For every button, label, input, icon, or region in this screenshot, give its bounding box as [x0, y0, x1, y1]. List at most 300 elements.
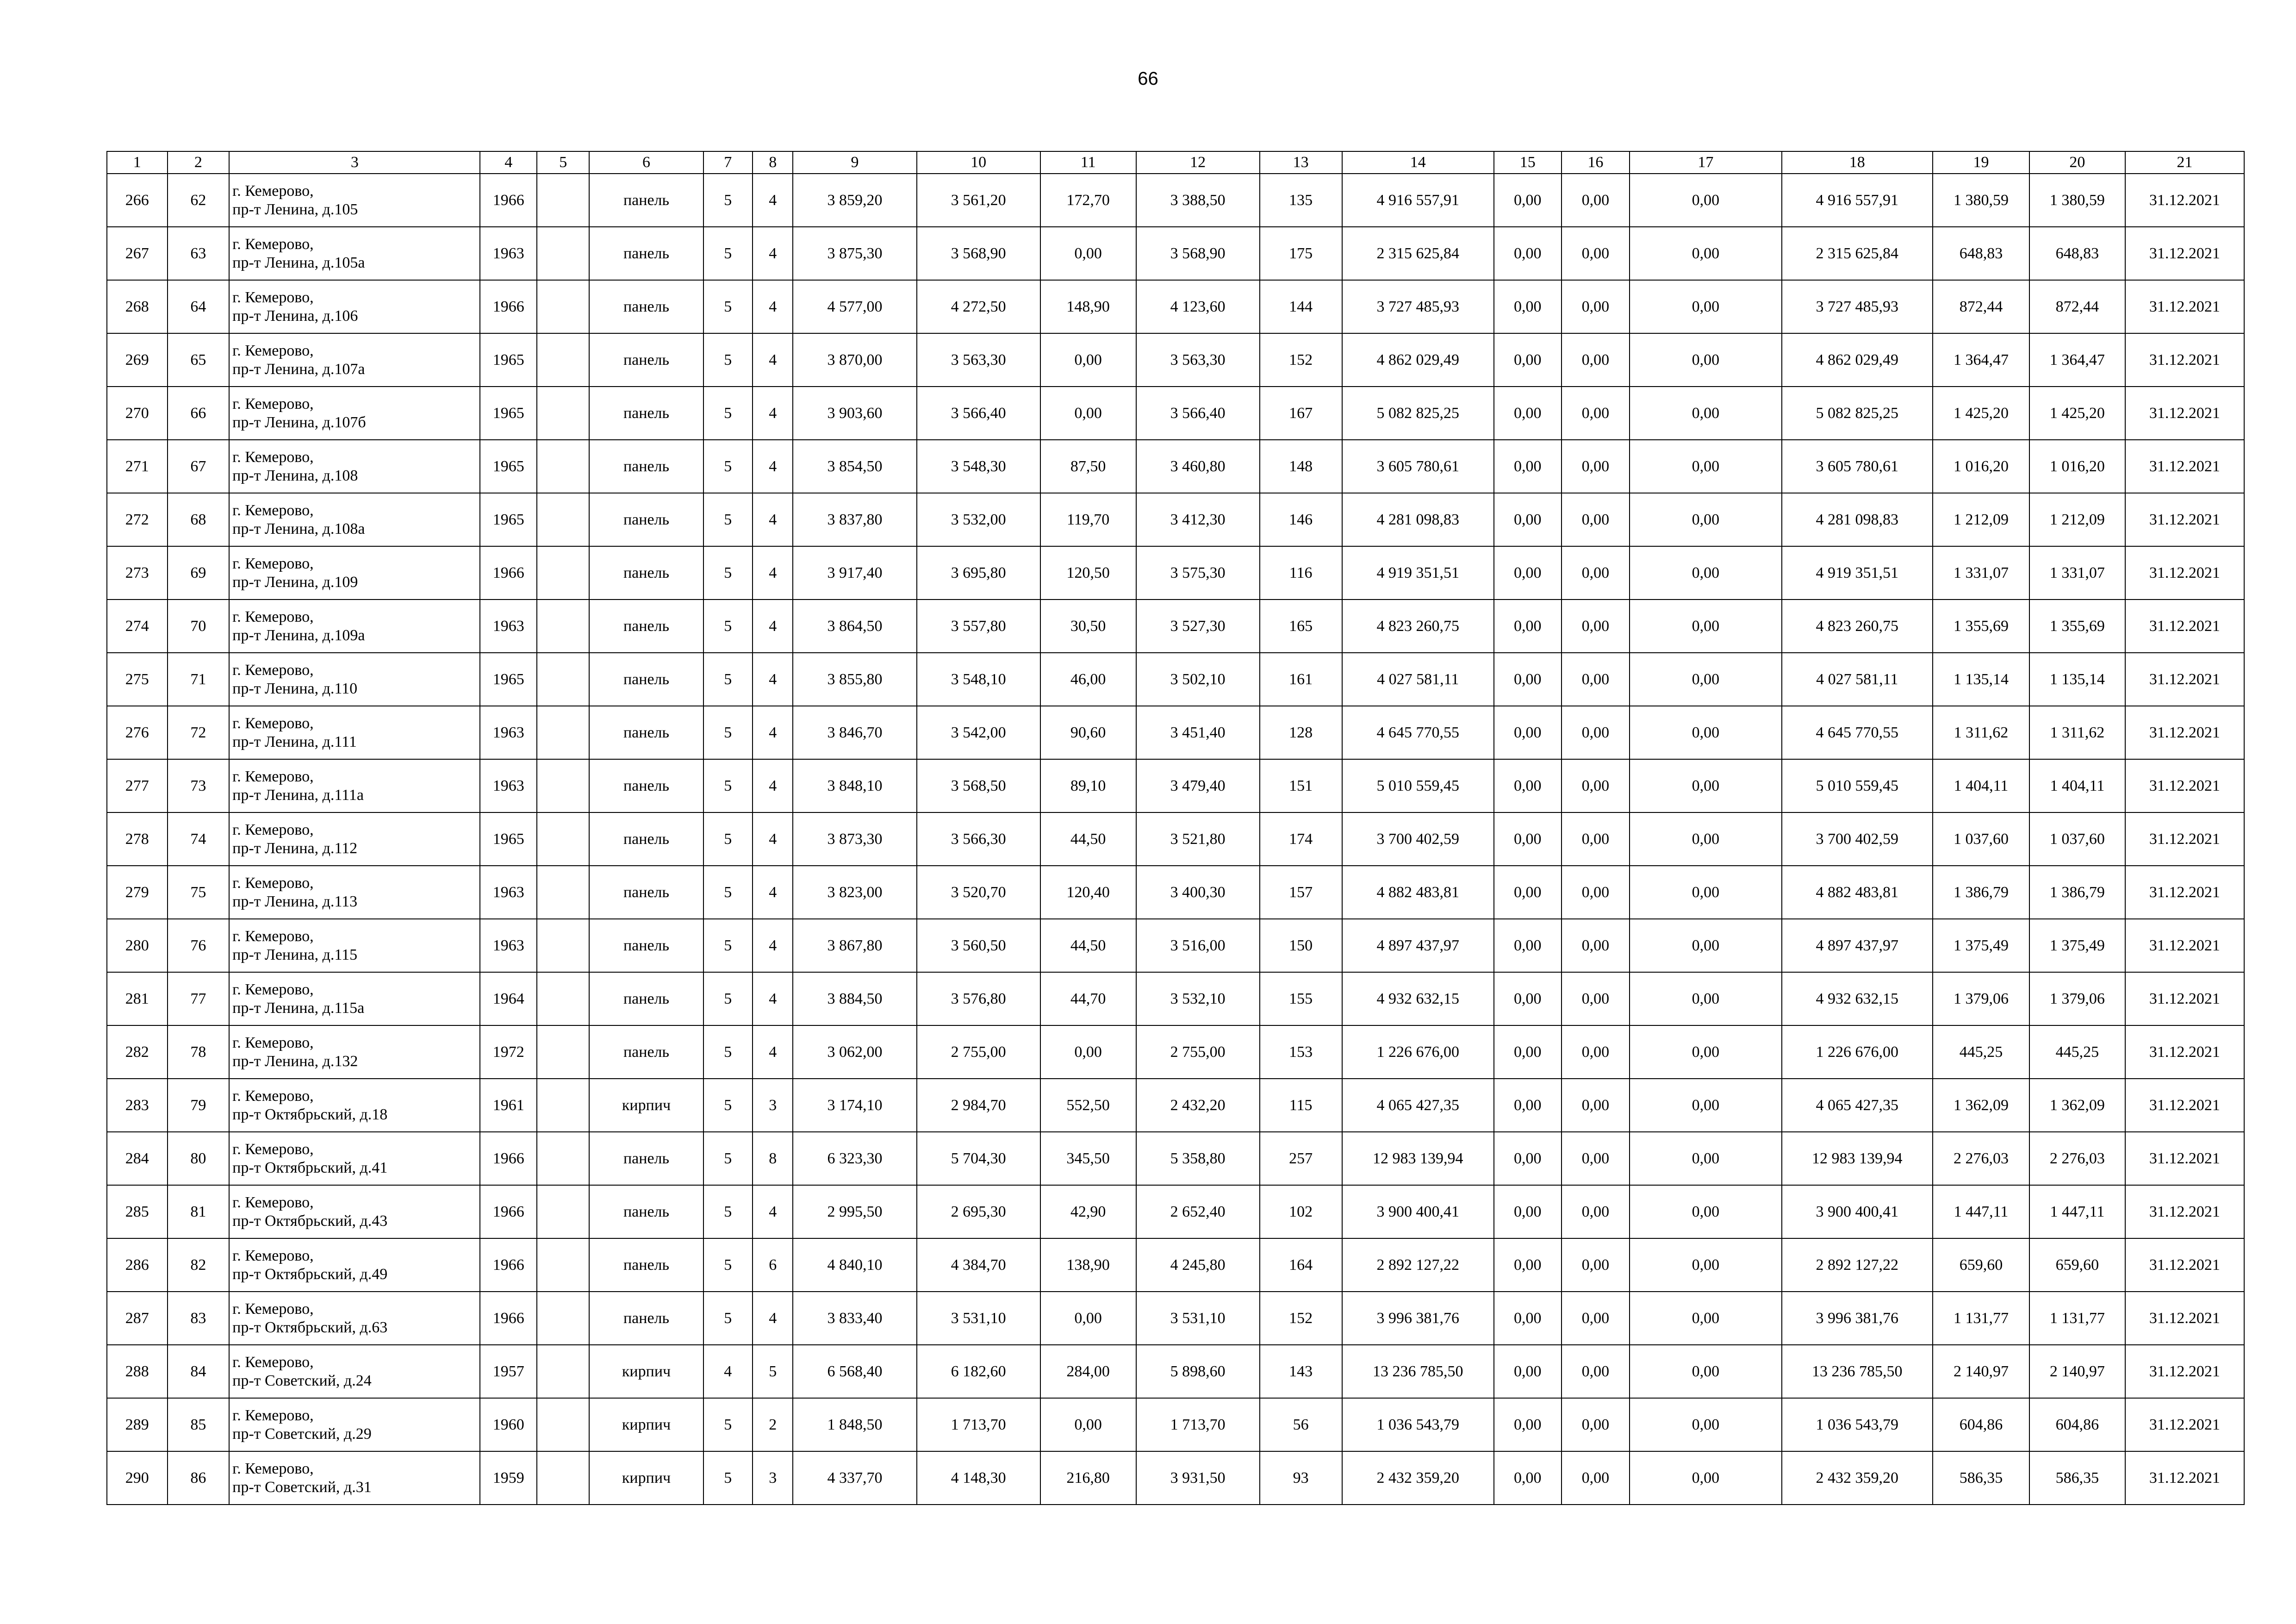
table-cell: 1966: [480, 1185, 537, 1238]
address-line: г. Кемерово,: [232, 821, 314, 838]
table-row: [107, 1238, 2244, 1292]
table-row: [107, 1345, 2244, 1398]
table-cell: 5: [703, 1025, 753, 1079]
table-cell: 0,00: [1494, 1185, 1562, 1238]
table-cell: 3 996 381,76: [1342, 1292, 1494, 1345]
table-cell: 31.12.2021: [2125, 812, 2244, 866]
table-cell: 119,70: [1040, 493, 1136, 546]
table-cell: 1 226 676,00: [1782, 1025, 1933, 1079]
table-cell: 1 364,47: [2029, 333, 2125, 387]
table-cell: 3 870,00: [793, 333, 916, 387]
table-cell: 4: [753, 546, 793, 600]
address-cell: [229, 227, 480, 280]
table-cell: [537, 866, 589, 919]
table-cell: 4 272,50: [917, 280, 1040, 333]
table-cell: 4 065 427,35: [1342, 1079, 1494, 1132]
table-cell: 1 135,14: [2029, 653, 2125, 706]
column-header: 14: [1342, 151, 1494, 174]
address-line: г. Кемерово,: [232, 1247, 314, 1264]
address-cell: [229, 1079, 480, 1132]
table-cell: 0,00: [1630, 546, 1781, 600]
table-cell: 0,00: [1630, 1185, 1781, 1238]
table-cell: 5: [703, 546, 753, 600]
table-cell: 161: [1260, 653, 1342, 706]
table-cell: 3 557,80: [917, 600, 1040, 653]
table-cell: 3 900 400,41: [1342, 1185, 1494, 1238]
table-cell: 2 892 127,22: [1782, 1238, 1933, 1292]
table-cell: 268: [107, 280, 168, 333]
table-cell: 287: [107, 1292, 168, 1345]
address-cell: [229, 333, 480, 387]
table-cell: 0,00: [1562, 333, 1630, 387]
address-line: пр-т Октябрьский, д.63: [232, 1318, 388, 1336]
table-cell: 0,00: [1494, 1398, 1562, 1451]
table-cell: 5: [703, 1185, 753, 1238]
column-header: 21: [2125, 151, 2244, 174]
housing-register-table: [106, 151, 2245, 1505]
table-cell: 648,83: [1933, 227, 2029, 280]
table-cell: 4 919 351,51: [1342, 546, 1494, 600]
address-line: пр-т Октябрьский, д.41: [232, 1159, 388, 1176]
table-cell: 31.12.2021: [2125, 1345, 2244, 1398]
table-cell: 1 386,79: [1933, 866, 2029, 919]
address-cell: [229, 706, 480, 759]
table-cell: 12 983 139,94: [1782, 1132, 1933, 1185]
table-cell: 31.12.2021: [2125, 600, 2244, 653]
address-line: г. Кемерово,: [232, 448, 314, 466]
table-cell: [537, 227, 589, 280]
table-cell: 87,50: [1040, 440, 1136, 493]
table-cell: 3 388,50: [1136, 174, 1260, 227]
address-cell: [229, 866, 480, 919]
column-header: 20: [2029, 151, 2125, 174]
table-cell: 65: [168, 333, 230, 387]
address-line: пр-т Октябрьский, д.49: [232, 1265, 388, 1283]
address-line: г. Кемерово,: [232, 395, 314, 412]
table-cell: панель: [589, 866, 703, 919]
table-cell: 75: [168, 866, 230, 919]
table-cell: 0,00: [1562, 546, 1630, 600]
table-cell: 3 864,50: [793, 600, 916, 653]
table-cell: 2 315 625,84: [1782, 227, 1933, 280]
table-cell: 284: [107, 1132, 168, 1185]
table-cell: 4: [753, 280, 793, 333]
table-cell: 1 037,60: [1933, 812, 2029, 866]
table-cell: 4 823 260,75: [1342, 600, 1494, 653]
table-cell: 31.12.2021: [2125, 1238, 2244, 1292]
table-cell: 586,35: [2029, 1451, 2125, 1505]
table-cell: 138,90: [1040, 1238, 1136, 1292]
table-cell: 3 062,00: [793, 1025, 916, 1079]
table-cell: 0,00: [1562, 759, 1630, 812]
table-cell: [537, 812, 589, 866]
table-cell: 3 174,10: [793, 1079, 916, 1132]
table-cell: 0,00: [1630, 866, 1781, 919]
address-line: пр-т Ленина, д.108а: [232, 520, 365, 537]
table-cell: 4: [753, 493, 793, 546]
table-cell: 83: [168, 1292, 230, 1345]
table-cell: 1959: [480, 1451, 537, 1505]
table-cell: 1 447,11: [1933, 1185, 2029, 1238]
address-line: пр-т Ленина, д.111а: [232, 786, 364, 804]
table-cell: [537, 546, 589, 600]
table-cell: 4 823 260,75: [1782, 600, 1933, 653]
table-cell: [537, 653, 589, 706]
table-cell: 3 542,00: [917, 706, 1040, 759]
table-cell: 3 859,20: [793, 174, 916, 227]
table-cell: 659,60: [2029, 1238, 2125, 1292]
table-cell: 3 903,60: [793, 387, 916, 440]
table-cell: 0,00: [1630, 1451, 1781, 1505]
table-cell: 148,90: [1040, 280, 1136, 333]
table-cell: 8: [753, 1132, 793, 1185]
table-cell: 266: [107, 174, 168, 227]
address-line: г. Кемерово,: [232, 768, 314, 785]
table-cell: панель: [589, 440, 703, 493]
table-cell: 552,50: [1040, 1079, 1136, 1132]
table-cell: 80: [168, 1132, 230, 1185]
table-cell: 271: [107, 440, 168, 493]
table-cell: 31.12.2021: [2125, 493, 2244, 546]
table-cell: 157: [1260, 866, 1342, 919]
table-cell: 0,00: [1494, 919, 1562, 972]
address-line: пр-т Ленина, д.115: [232, 946, 358, 963]
column-number-row: [107, 151, 2244, 174]
table-cell: 0,00: [1494, 546, 1562, 600]
table-cell: 0,00: [1562, 1238, 1630, 1292]
table-cell: 0,00: [1562, 1451, 1630, 1505]
table-cell: 3 900 400,41: [1782, 1185, 1933, 1238]
table-cell: 86: [168, 1451, 230, 1505]
address-line: г. Кемерово,: [232, 1140, 314, 1158]
table-cell: панель: [589, 1185, 703, 1238]
table-cell: 44,50: [1040, 812, 1136, 866]
table-cell: 5: [703, 493, 753, 546]
table-cell: 3 875,30: [793, 227, 916, 280]
address-line: пр-т Октябрьский, д.18: [232, 1106, 388, 1123]
table-cell: 3 479,40: [1136, 759, 1260, 812]
table-cell: панель: [589, 333, 703, 387]
table-cell: 3 400,30: [1136, 866, 1260, 919]
table-cell: 31.12.2021: [2125, 387, 2244, 440]
address-line: г. Кемерово,: [232, 235, 314, 253]
table-cell: 0,00: [1562, 493, 1630, 546]
table-cell: 0,00: [1630, 759, 1781, 812]
table-header: [107, 151, 2244, 174]
address-line: пр-т Ленина, д.110: [232, 680, 358, 697]
table-cell: 30,50: [1040, 600, 1136, 653]
table-cell: 4 916 557,91: [1782, 174, 1933, 227]
table-cell: 0,00: [1630, 1292, 1781, 1345]
table-cell: 0,00: [1040, 387, 1136, 440]
column-header: 3: [229, 151, 480, 174]
table-cell: 5 082 825,25: [1342, 387, 1494, 440]
table-cell: 0,00: [1040, 333, 1136, 387]
table-cell: 135: [1260, 174, 1342, 227]
table-cell: 1 131,77: [1933, 1292, 2029, 1345]
table-cell: 5: [703, 280, 753, 333]
table-cell: панель: [589, 653, 703, 706]
table-cell: 2 652,40: [1136, 1185, 1260, 1238]
table-cell: 175: [1260, 227, 1342, 280]
table-cell: 0,00: [1630, 1345, 1781, 1398]
table-cell: 64: [168, 280, 230, 333]
address-line: г. Кемерово,: [232, 874, 314, 892]
table-cell: 1 713,70: [1136, 1398, 1260, 1451]
table-cell: 3: [753, 1451, 793, 1505]
table-cell: 1 379,06: [1933, 972, 2029, 1025]
table-cell: 3 451,40: [1136, 706, 1260, 759]
table-cell: 0,00: [1494, 440, 1562, 493]
table-cell: [537, 1398, 589, 1451]
table-cell: 1 380,59: [2029, 174, 2125, 227]
table-cell: 69: [168, 546, 230, 600]
table-cell: 0,00: [1562, 600, 1630, 653]
table-cell: 85: [168, 1398, 230, 1451]
address-cell: [229, 174, 480, 227]
table-cell: 164: [1260, 1238, 1342, 1292]
table-cell: 3 854,50: [793, 440, 916, 493]
column-header: 19: [1933, 151, 2029, 174]
table-cell: 1 037,60: [2029, 812, 2125, 866]
table-cell: 5: [703, 706, 753, 759]
table-cell: 0,00: [1494, 174, 1562, 227]
table-cell: 31.12.2021: [2125, 280, 2244, 333]
table-cell: 4: [753, 600, 793, 653]
table-cell: [537, 972, 589, 1025]
table-row: [107, 333, 2244, 387]
table-cell: 1 379,06: [2029, 972, 2125, 1025]
table-cell: 5: [703, 440, 753, 493]
table-cell: 269: [107, 333, 168, 387]
table-body: [107, 174, 2244, 1505]
table-cell: 0,00: [1040, 227, 1136, 280]
table-cell: 2 432 359,20: [1342, 1451, 1494, 1505]
table-cell: 1 311,62: [1933, 706, 2029, 759]
table-cell: 274: [107, 600, 168, 653]
table-cell: 146: [1260, 493, 1342, 546]
table-cell: 5 358,80: [1136, 1132, 1260, 1185]
table-cell: 0,00: [1494, 972, 1562, 1025]
table-cell: 2 276,03: [1933, 1132, 2029, 1185]
table-cell: 0,00: [1494, 706, 1562, 759]
table-cell: 270: [107, 387, 168, 440]
table-row: [107, 972, 2244, 1025]
table-cell: 0,00: [1630, 600, 1781, 653]
table-row: [107, 653, 2244, 706]
table-cell: 68: [168, 493, 230, 546]
table-row: [107, 1079, 2244, 1132]
table-cell: 277: [107, 759, 168, 812]
table-cell: 3 502,10: [1136, 653, 1260, 706]
table-cell: 120,50: [1040, 546, 1136, 600]
table-cell: 2 140,97: [1933, 1345, 2029, 1398]
table-cell: 3 996 381,76: [1782, 1292, 1933, 1345]
table-cell: 3 568,90: [1136, 227, 1260, 280]
table-cell: 0,00: [1494, 227, 1562, 280]
table-cell: 6 568,40: [793, 1345, 916, 1398]
page-number: 66: [1138, 69, 1158, 89]
table-cell: 0,00: [1494, 600, 1562, 653]
table-cell: 872,44: [2029, 280, 2125, 333]
table-cell: 445,25: [1933, 1025, 2029, 1079]
table-cell: 5 010 559,45: [1782, 759, 1933, 812]
table-cell: 5: [703, 972, 753, 1025]
address-line: пр-т Ленина, д.105: [232, 200, 358, 218]
table-cell: 286: [107, 1238, 168, 1292]
table-cell: 31.12.2021: [2125, 706, 2244, 759]
table-cell: 44,70: [1040, 972, 1136, 1025]
address-cell: [229, 546, 480, 600]
address-line: г. Кемерово,: [232, 714, 314, 732]
table-cell: 1 404,11: [2029, 759, 2125, 812]
table-cell: 1961: [480, 1079, 537, 1132]
table-cell: 71: [168, 653, 230, 706]
table-cell: [537, 1345, 589, 1398]
table-cell: 3 917,40: [793, 546, 916, 600]
table-cell: 2 432,20: [1136, 1079, 1260, 1132]
table-cell: 4: [753, 1185, 793, 1238]
address-line: пр-т Ленина, д.132: [232, 1052, 358, 1070]
table-cell: 1 425,20: [1933, 387, 2029, 440]
table-cell: 0,00: [1562, 919, 1630, 972]
table-cell: 3 727 485,93: [1782, 280, 1933, 333]
address-cell: [229, 1451, 480, 1505]
table-cell: 0,00: [1040, 1292, 1136, 1345]
table-cell: 5: [703, 1292, 753, 1345]
table-cell: 3 563,30: [917, 333, 1040, 387]
table-row: [107, 759, 2244, 812]
table-cell: 3 566,40: [1136, 387, 1260, 440]
table-cell: 1965: [480, 653, 537, 706]
table-cell: 5: [703, 759, 753, 812]
table-cell: 4 027 581,11: [1782, 653, 1933, 706]
address-cell: [229, 440, 480, 493]
table-cell: 0,00: [1562, 866, 1630, 919]
table-cell: 648,83: [2029, 227, 2125, 280]
table-cell: 3 727 485,93: [1342, 280, 1494, 333]
table-cell: 4 840,10: [793, 1238, 916, 1292]
table-cell: 1966: [480, 1238, 537, 1292]
table-cell: 3 548,30: [917, 440, 1040, 493]
table-cell: 3 520,70: [917, 866, 1040, 919]
table-cell: 5: [703, 653, 753, 706]
table-cell: 4: [753, 706, 793, 759]
table-cell: [537, 387, 589, 440]
table-cell: 0,00: [1562, 174, 1630, 227]
table-cell: панель: [589, 812, 703, 866]
table-cell: 284,00: [1040, 1345, 1136, 1398]
table-cell: [537, 1238, 589, 1292]
table-cell: 1963: [480, 919, 537, 972]
table-cell: 3 563,30: [1136, 333, 1260, 387]
table-cell: 290: [107, 1451, 168, 1505]
column-header: 9: [793, 151, 916, 174]
table-cell: 0,00: [1494, 1292, 1562, 1345]
table-cell: 0,00: [1630, 174, 1781, 227]
table-cell: [537, 600, 589, 653]
address-line: пр-т Октябрьский, д.43: [232, 1212, 388, 1230]
address-line: г. Кемерово,: [232, 661, 314, 679]
table-cell: 0,00: [1562, 1025, 1630, 1079]
column-header: 18: [1782, 151, 1933, 174]
table-cell: 0,00: [1562, 812, 1630, 866]
address-line: г. Кемерово,: [232, 555, 314, 572]
address-cell: [229, 600, 480, 653]
table-cell: 5: [703, 333, 753, 387]
table-cell: 5 704,30: [917, 1132, 1040, 1185]
table-cell: 5 082 825,25: [1782, 387, 1933, 440]
table-cell: 1 447,11: [2029, 1185, 2125, 1238]
table-cell: 0,00: [1494, 759, 1562, 812]
table-cell: 1 036 543,79: [1342, 1398, 1494, 1451]
address-line: г. Кемерово,: [232, 1300, 314, 1318]
table-cell: 0,00: [1494, 1079, 1562, 1132]
address-line: пр-т Ленина, д.109: [232, 573, 358, 591]
table-cell: 31.12.2021: [2125, 1292, 2244, 1345]
address-cell: [229, 1292, 480, 1345]
table-cell: 0,00: [1494, 866, 1562, 919]
address-line: пр-т Ленина, д.112: [232, 839, 358, 857]
table-cell: 31.12.2021: [2125, 546, 2244, 600]
table-cell: 345,50: [1040, 1132, 1136, 1185]
table-cell: 4 882 483,81: [1782, 866, 1933, 919]
table-cell: 272: [107, 493, 168, 546]
address-line: пр-т Ленина, д.115а: [232, 999, 365, 1017]
table-cell: 3 568,50: [917, 759, 1040, 812]
table-cell: 1 016,20: [2029, 440, 2125, 493]
table-cell: 31.12.2021: [2125, 440, 2244, 493]
table-cell: 4 065 427,35: [1782, 1079, 1933, 1132]
table-cell: 31.12.2021: [2125, 919, 2244, 972]
table-cell: 74: [168, 812, 230, 866]
table-cell: 1966: [480, 546, 537, 600]
table-cell: 6 182,60: [917, 1345, 1040, 1398]
table-row: [107, 919, 2244, 972]
table-cell: 2 984,70: [917, 1079, 1040, 1132]
table-cell: 3 561,20: [917, 174, 1040, 227]
table-cell: 289: [107, 1398, 168, 1451]
table-cell: 4 123,60: [1136, 280, 1260, 333]
address-line: пр-т Ленина, д.113: [232, 893, 358, 910]
table-cell: панель: [589, 1292, 703, 1345]
table-cell: 288: [107, 1345, 168, 1398]
table-cell: 872,44: [1933, 280, 2029, 333]
address-line: г. Кемерово,: [232, 1193, 314, 1211]
table-row: [107, 600, 2244, 653]
table-row: [107, 174, 2244, 227]
table-cell: 3 568,90: [917, 227, 1040, 280]
table-cell: 0,00: [1562, 1185, 1630, 1238]
table-cell: 1 713,70: [917, 1398, 1040, 1451]
table-cell: 73: [168, 759, 230, 812]
table-cell: 31.12.2021: [2125, 333, 2244, 387]
column-header: 13: [1260, 151, 1342, 174]
table-cell: 1965: [480, 812, 537, 866]
table-cell: 1 311,62: [2029, 706, 2125, 759]
table-cell: 1 331,07: [2029, 546, 2125, 600]
table-cell: 4 897 437,97: [1782, 919, 1933, 972]
table-cell: 0,00: [1494, 1025, 1562, 1079]
table-cell: 4: [753, 653, 793, 706]
table-row: [107, 227, 2244, 280]
table-cell: панель: [589, 919, 703, 972]
table-cell: 5: [703, 1398, 753, 1451]
table-cell: 62: [168, 174, 230, 227]
address-cell: [229, 812, 480, 866]
table-cell: 1 425,20: [2029, 387, 2125, 440]
table-cell: 5: [703, 866, 753, 919]
